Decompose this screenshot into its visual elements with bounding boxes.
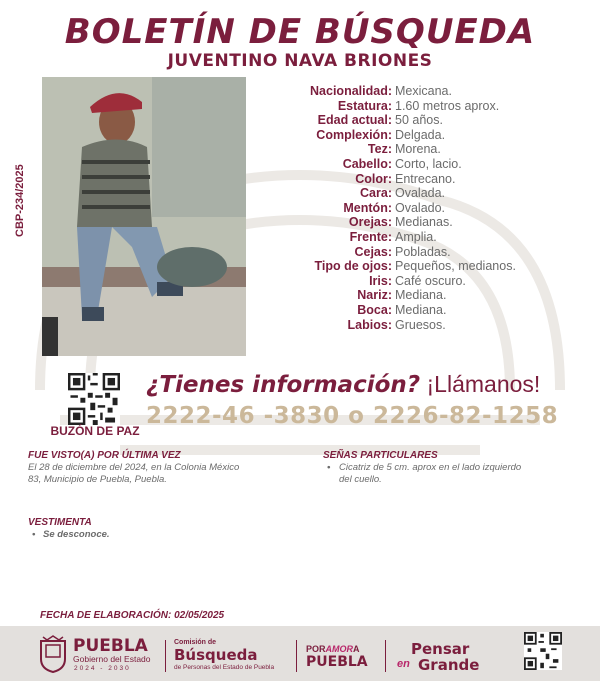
busqueda-subtitle: de Personas del Estado de Puebla <box>174 664 275 671</box>
attr-value: 1.60 metros aprox. <box>395 98 500 113</box>
marks-line-2: del cuello. <box>339 474 382 485</box>
last-seen-line-1: El 28 de diciembre del 2024, en la Colonia México <box>28 462 240 473</box>
attr-value: Mediana. <box>395 288 447 303</box>
attr-label: Tipo de ojos: <box>314 259 392 274</box>
attr-row <box>262 201 592 216</box>
phone-numbers[interactable]: 2222-46 -3830 o 2226-82-1258 <box>146 403 559 429</box>
attr-value: Ovalado. <box>395 200 446 215</box>
attr-value: Morena. <box>395 142 441 157</box>
physical-description <box>262 84 592 332</box>
attr-label: Cara: <box>360 186 392 201</box>
attr-row <box>262 318 592 333</box>
busqueda-logo-text: Búsqueda <box>174 646 258 664</box>
last-seen-line-2: 83, Municipio de Puebla, Puebla. <box>28 474 167 485</box>
attr-row <box>262 245 592 260</box>
attr-value: 50 años. <box>395 113 443 128</box>
comision-label: Comisión de <box>174 639 217 646</box>
attr-label: Frente: <box>349 229 392 244</box>
attr-label: Cabello: <box>342 156 392 171</box>
por-amor-a-text <box>306 644 360 654</box>
attr-label: Orejas: <box>348 215 392 230</box>
call-text: ¡Llámanos! <box>426 371 541 397</box>
buzon-qr-code[interactable] <box>68 373 120 425</box>
last-seen-title: FUE VISTO(A) POR ÚLTIMA VEZ <box>28 450 181 461</box>
missing-person-photo <box>42 77 246 356</box>
attr-value: Gruesos. <box>395 317 446 332</box>
attr-row <box>262 172 592 187</box>
attr-row <box>262 303 592 318</box>
bullet-icon: • <box>32 529 36 540</box>
buzon-de-paz-label: BUZÓN DE PAZ <box>50 424 140 438</box>
attr-label: Cejas: <box>354 244 392 259</box>
attr-row <box>262 259 592 274</box>
pensar-text: Pensar <box>411 640 470 658</box>
case-id: CBP-234/2025 <box>14 164 26 237</box>
attr-value: Café oscuro. <box>395 273 466 288</box>
question-text: ¿Tienes información? <box>146 372 421 398</box>
divider <box>165 640 166 672</box>
attr-value: Mexicana. <box>395 84 452 98</box>
footer-qr-code[interactable] <box>524 632 562 670</box>
attr-value: Mediana. <box>395 302 447 317</box>
grande-text: Grande <box>418 656 480 674</box>
attr-row <box>262 288 592 303</box>
attr-row <box>262 230 592 245</box>
attr-label: Boca: <box>357 302 392 317</box>
government-years: 2024 - 2030 <box>74 665 131 672</box>
info-question <box>146 371 596 398</box>
attr-label: Tez: <box>367 142 392 157</box>
attr-value: Entrecano. <box>395 171 456 186</box>
attr-row <box>262 99 592 114</box>
en-text: en <box>397 658 410 670</box>
attr-row <box>262 113 592 128</box>
clothing-title: VESTIMENTA <box>28 517 92 528</box>
attr-value: Ovalada. <box>395 186 446 201</box>
por-amor-puebla-text: PUEBLA <box>306 654 368 670</box>
attr-label: Nacionalidad: <box>310 84 392 98</box>
marks-line-1: Cicatriz de 5 cm. aprox en el lado izquierdo <box>339 462 522 473</box>
attr-value: Pequeños, medianos. <box>395 259 516 274</box>
attr-value: Medianas. <box>395 215 453 230</box>
por-text: POR <box>306 644 326 654</box>
attr-label: Edad actual: <box>317 113 392 128</box>
a-text: A <box>353 644 360 654</box>
attr-row <box>262 215 592 230</box>
attr-label: Color: <box>355 171 392 186</box>
puebla-logo-text: PUEBLA <box>73 636 148 656</box>
bullet-icon: • <box>327 462 331 473</box>
attr-row <box>262 142 592 157</box>
attr-label: Complexión: <box>316 127 392 142</box>
gobierno-label: Gobierno del Estado <box>73 654 151 664</box>
attr-label: Estatura: <box>337 98 392 113</box>
attr-label: Nariz: <box>357 288 392 303</box>
attr-label: Iris: <box>369 273 392 288</box>
bulletin-title: BOLETÍN DE BÚSQUEDA <box>64 12 536 52</box>
coat-of-arms-icon <box>37 635 69 673</box>
divider <box>385 640 386 672</box>
attr-row <box>262 84 592 99</box>
person-name: JUVENTINO NAVA BRIONES <box>167 51 433 71</box>
attr-label: Mentón: <box>343 200 392 215</box>
clothing-item: Se desconoce. <box>43 529 110 540</box>
attr-row <box>262 157 592 172</box>
marks-title: SEÑAS PARTICULARES <box>323 450 438 461</box>
amor-text: AMOR <box>325 644 354 654</box>
attr-row <box>262 186 592 201</box>
attr-value: Delgada. <box>395 127 446 142</box>
attr-value: Amplia. <box>395 229 437 244</box>
divider <box>296 640 297 672</box>
attr-label: Labios: <box>347 317 392 332</box>
attr-value: Pobladas. <box>395 244 451 259</box>
elaboration-date: FECHA DE ELABORACIÓN: 02/05/2025 <box>40 610 225 621</box>
attr-row <box>262 128 592 143</box>
attr-value: Corto, lacio. <box>395 156 462 171</box>
attr-row <box>262 274 592 289</box>
